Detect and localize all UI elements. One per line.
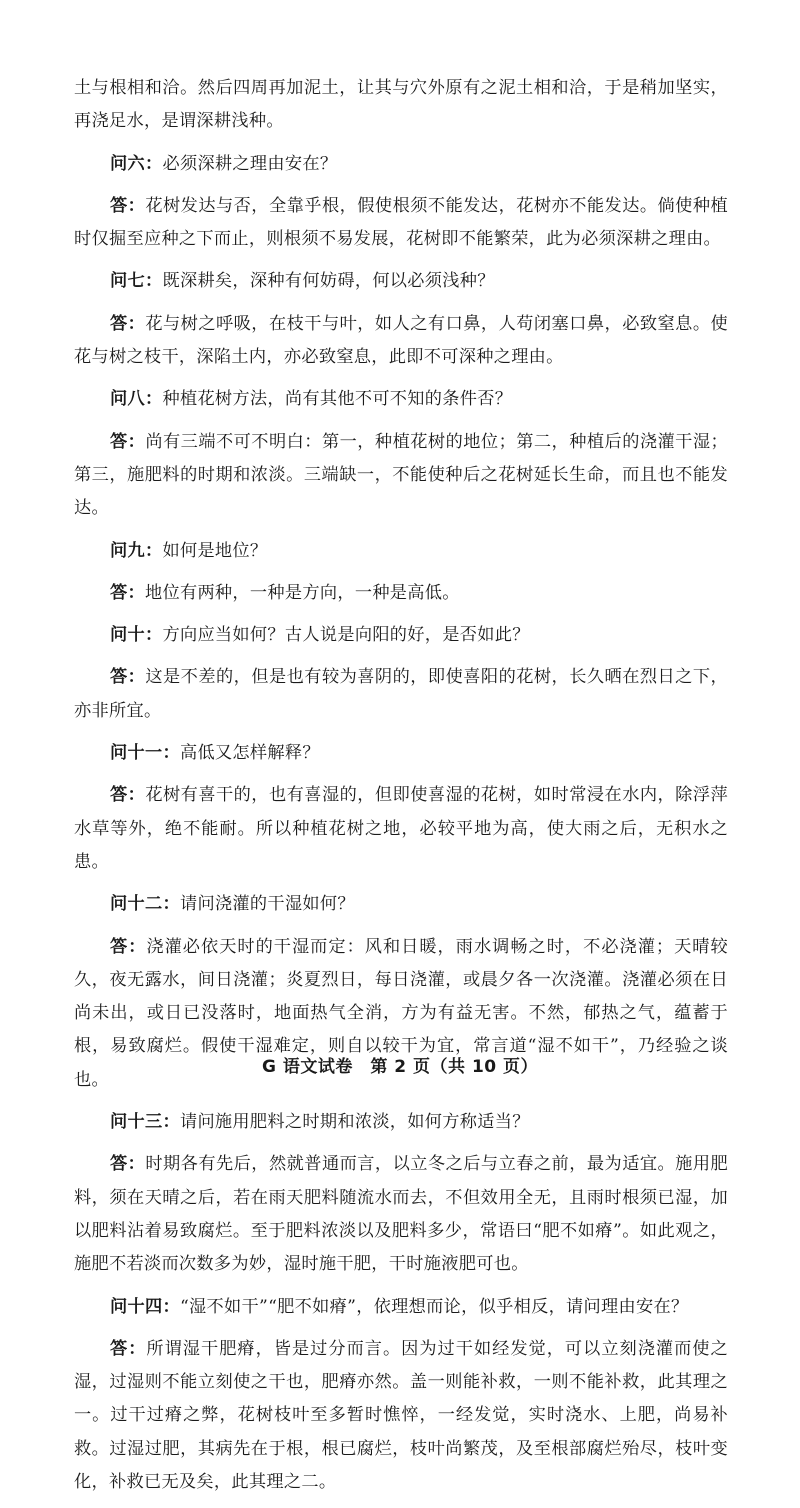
answer-label: 答： [110, 1154, 146, 1175]
answer-10 [74, 661, 728, 728]
answer-text: 花树发达与否，全靠乎根，假使根须不能发达，花树亦不能发达。倘使种植时仅掘至应种之下而止，则根须不易发展，花树即不能繁荣，此为必须深耕之理由。 [74, 195, 728, 250]
question-label: 问六： [110, 153, 163, 174]
question-text: 高低又怎样解释？ [179, 743, 320, 764]
question-label: 问十三： [110, 1112, 180, 1133]
answer-text: 地位有两种，一种是方向，一种是高低。 [144, 582, 460, 603]
question-14 [74, 1291, 728, 1324]
question-label: 问七： [110, 271, 163, 292]
question-label: 问十四： [110, 1296, 180, 1317]
question-text: 必须深耕之理由安在？ [162, 153, 338, 174]
question-label: 问十： [110, 625, 163, 646]
answer-label: 答： [110, 785, 146, 806]
question-11 [74, 737, 728, 770]
question-label: 问十二： [110, 894, 180, 915]
answer-text: 所谓湿干肥瘠，皆是过分而言。因为过干如经发觉，可以立刻浇灌而使之湿，过湿则不能立刻使之干也，肥瘠亦然。盖一则能补救，一则不能补救，此其理之一。过干过瘠之弊，花树枝叶至多暂时憔悴，一经发觉，实时浇水、上肥，尚易补救。过湿过肥，其病先在于根，根已腐烂，枝叶尚繁茂，及至根部腐烂殆尽，枝叶变化，补救已无及矣，此其理之二。 [74, 1338, 728, 1492]
question-text: “湿不如干”“肥不如瘠”，依理想而论，似乎相反，请问理由安在？ [179, 1296, 689, 1317]
answer-label: 答： [110, 936, 147, 957]
answer-text: 这是不差的，但是也有较为喜阴的，即使喜阳的花树，长久晒在烈日之下，亦非所宜。 [74, 667, 728, 721]
answer-6 [74, 190, 728, 257]
answer-label: 答： [110, 1338, 147, 1359]
lead-paragraph: 土与根相和洽。然后四周再加泥土，让其与穴外原有之泥土相和洽，于是稍加坚实，再浇足水，是谓深耕浅种。 [74, 78, 728, 132]
answer-11 [74, 779, 728, 879]
answer-text: 时期各有先后，然就普通而言，以立冬之后与立春之前，最为适宜。施用肥料，须在天晴之后，若在雨天肥料随流水而去，不但效用全无，且雨时根须已湿，加以肥料沾着易致腐烂。至于肥料浓淡以及肥料多少，常语曰“肥不如瘠”。如此观之，施肥不若淡而次数多为妙，湿时施干肥，干时施液肥可也。 [74, 1154, 728, 1275]
answer-text: 尚有三端不可不明白：第一，种植花树的地位；第二，种植后的浇灌干湿；第三，施肥料的时期和浓淡。三端缺一，不能使种后之花树延长生命，而且也不能发达。 [74, 431, 728, 519]
answer-label: 答： [110, 582, 145, 603]
question-text: 请问浇灌的干湿如何？ [179, 894, 355, 915]
question-13 [74, 1106, 728, 1139]
question-text: 既深耕矣，深种有何妨碍，何以必须浅种？ [162, 271, 495, 292]
answer-text: 花树有喜干的，也有喜湿的，但即使喜湿的花树，如时常浸在水内，除浮萍水草等外，绝不能耐。所以种植花树之地，必较平地为高，使大雨之后，无积水之患。 [74, 785, 728, 872]
question-text: 种植花树方法，尚有其他不可不知的条件否？ [162, 389, 513, 410]
answer-8 [74, 426, 728, 526]
question-text: 方向应当如何？古人说是向阳的好，是否如此？ [162, 625, 530, 646]
answer-7 [74, 308, 728, 375]
answer-label: 答： [110, 667, 146, 688]
answer-label: 答： [110, 431, 146, 452]
question-label: 问八： [110, 389, 163, 410]
question-6 [74, 148, 728, 181]
question-10 [74, 619, 728, 652]
question-label: 问十一： [110, 743, 180, 764]
answer-text: 花与树之呼吸，在枝干与叶，如人之有口鼻，人苟闭塞口鼻，必致窒息。使花与树之枝干，深陷土内，亦必致窒息，此即不可深种之理由。 [74, 313, 728, 368]
question-7 [74, 265, 728, 298]
question-text: 如何是地位？ [162, 540, 268, 561]
question-label: 问九： [110, 540, 163, 561]
question-8 [74, 383, 728, 416]
question-9 [74, 535, 728, 568]
document-body [74, 72, 728, 1508]
answer-9 [74, 577, 728, 610]
answer-14 [74, 1333, 728, 1499]
answer-label: 答： [110, 313, 146, 334]
page-footer: G 语文试卷 第 2 页（共 10 页） [261, 1057, 539, 1077]
question-12 [74, 888, 728, 921]
answer-text: 浇灌必依天时的干湿而定：风和日暖，雨水调畅之时，不必浇灌；天晴较久，夜无露水，间日浇灌；炎夏烈日，每日浇灌，或晨夕各一次浇灌。浇灌必须在日尚未出，或日已没落时，地面热气全消，方为有益无害。不然，郁热之气，蕴蓄于根，易致腐烂。假使干湿难定，则自以较干为宜，常言道“湿不如干”，乃经验之谈也。 [74, 936, 728, 1090]
answer-13 [74, 1148, 728, 1281]
answer-label: 答： [110, 195, 146, 216]
question-text: 请问施用肥料之时期和浓淡，如何方称适当？ [179, 1112, 530, 1133]
